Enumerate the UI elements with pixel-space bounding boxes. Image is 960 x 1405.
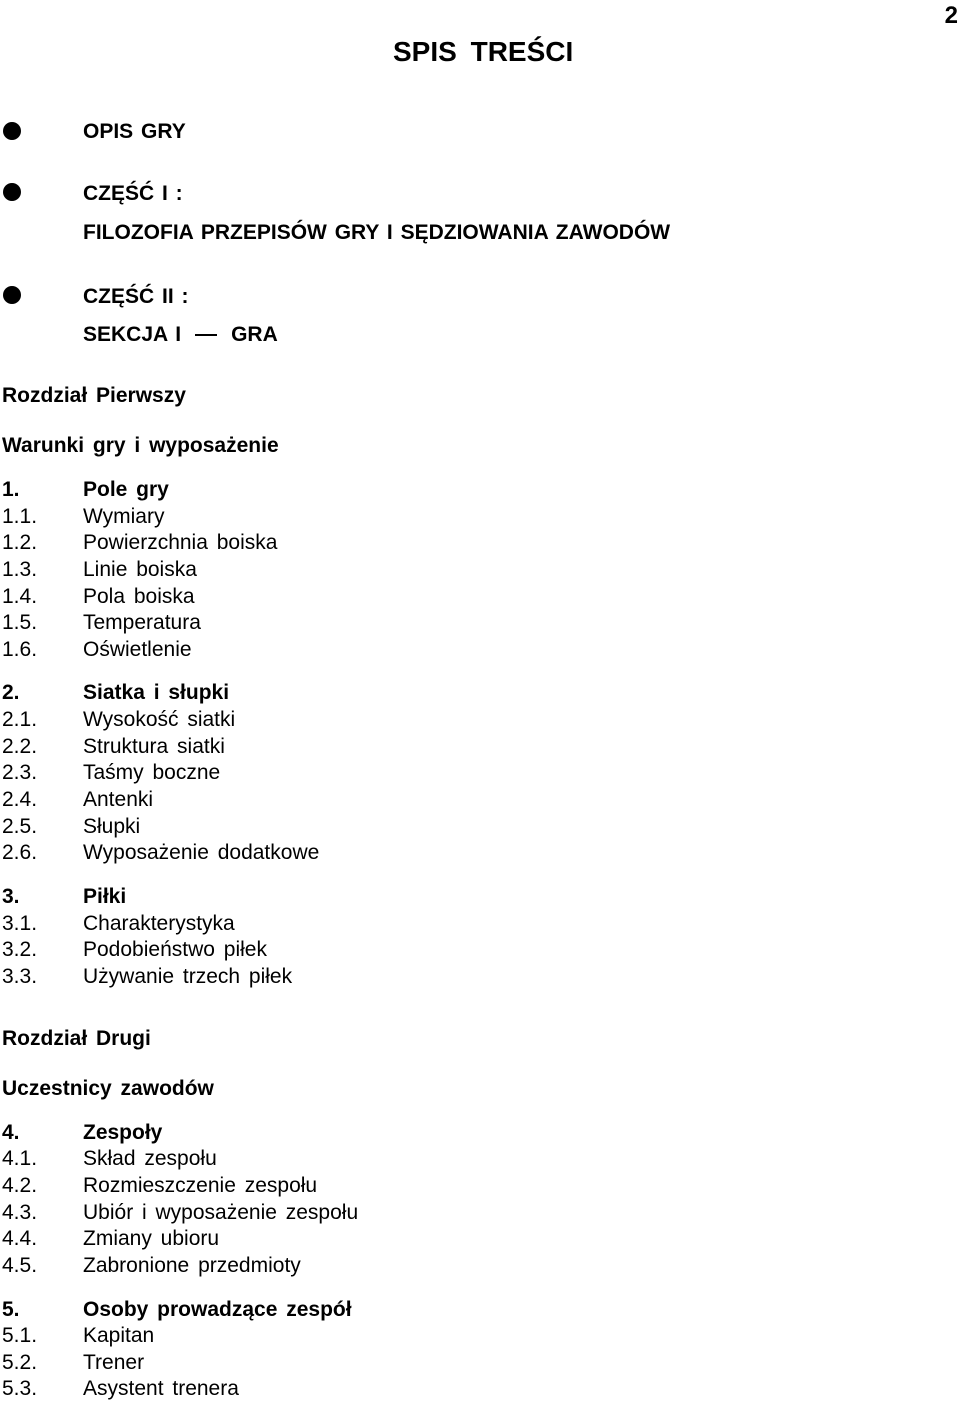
bullet-dot-icon (3, 183, 21, 201)
toc-bullet-czesc-1[interactable]: CZĘŚĆ I : (83, 182, 183, 205)
toc-bullet-opis-gry[interactable]: OPIS GRY (83, 120, 186, 143)
chapter-subheading-1: Warunki gry i wyposażenie (2, 434, 279, 457)
toc-bullet-czesc-2[interactable]: CZĘŚĆ II : (83, 285, 189, 308)
chapter-heading-2: Rozdział Drugi (2, 1027, 151, 1050)
sekcja-title: GRA (231, 323, 278, 346)
bullet-dot-icon (3, 286, 21, 304)
chapter-subheading-2: Uczestnicy zawodów (2, 1077, 214, 1100)
toc-bullet-czesc-1-title[interactable]: FILOZOFIA PRZEPISÓW GRY I SĘDZIOWANIA ZAWODÓW (83, 221, 671, 244)
dash-icon (195, 334, 217, 336)
sekcja-label: SEKCJA I (83, 323, 182, 346)
toc-bullet-sekcja-1[interactable] (83, 323, 278, 347)
page-title: SPIS TREŚCI (393, 36, 574, 67)
bullet-dot-icon (3, 122, 21, 140)
chapter-heading-1: Rozdział Pierwszy (2, 384, 186, 407)
page-number: 2 (944, 2, 958, 29)
